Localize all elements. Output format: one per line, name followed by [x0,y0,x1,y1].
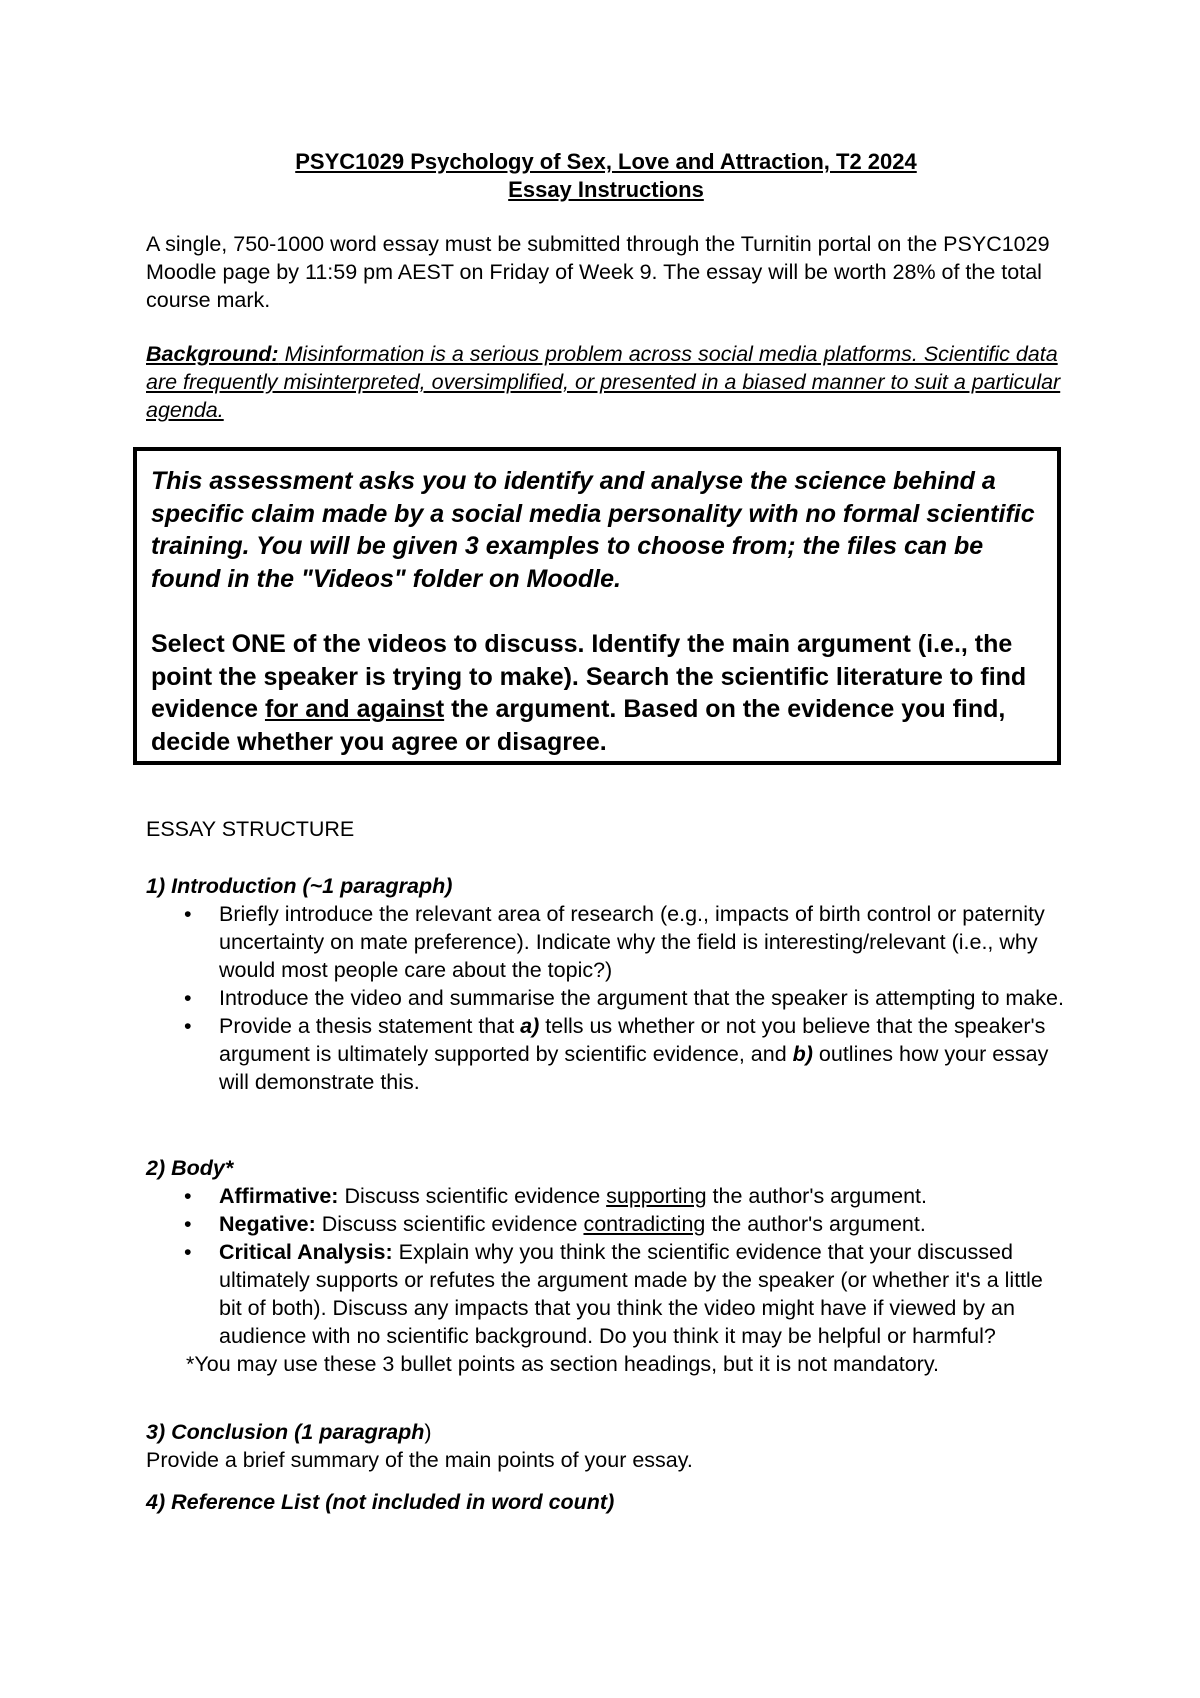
thesis-marker-b: b) [792,1042,813,1066]
list-item [146,1182,1066,1210]
list-item [146,1238,1066,1350]
list-item [146,1210,1066,1238]
bullet-icon: • [184,1212,192,1236]
conclusion-section [146,1418,1066,1474]
intro-paragraph: A single, 750-1000 word essay must be submitted through the Turnitin portal on the PSYC1029 Moodle page by 11:59 pm AEST on Friday of Week 9. The essay will be worth 28% of the total course mark. [146,232,1050,312]
assessment-p2-underlined: for and against [264,695,445,723]
background-text: Misinformation is a serious problem across social media platforms. Scientific data are frequently misinterpreted, oversimplified, or presented in a biased manner to suit a particular agenda. [146,342,1061,422]
bullet-icon: • [184,1014,192,1038]
assessment-box [133,447,1061,765]
document-subtitle: Essay Instructions [508,177,704,202]
body-heading: 2) Body* [146,1156,234,1180]
conclusion-heading-close: ) [424,1420,432,1444]
affirmative-underlined: supporting [606,1184,707,1208]
bullet-text: Introduce the video and summarise the argument that the speaker is attempting to make. [219,986,1064,1010]
thesis-text: outlines how your essay will demonstrate this. [219,1042,1049,1094]
body-bullets [146,1182,1066,1350]
bullet-icon: • [184,902,192,926]
list-item [146,900,1066,984]
body-note: *You may use these 3 bullet points as section headings, but it is not mandatory. [186,1352,939,1376]
assessment-paragraph-1: This assessment asks you to identify and analyse the science behind a specific claim made by a social media personality with no formal scientific training. You will be given 3 examples to choose from; the files can be found in the "Videos" folder on Moodle. [151,467,1035,593]
negative-text: Discuss scientific evidence [315,1212,584,1236]
affirmative-text: Discuss scientific evidence [338,1184,607,1208]
list-item [146,984,1066,1012]
affirmative-text: the author's argument. [706,1184,927,1208]
bullet-icon: • [184,1184,192,1208]
conclusion-heading: 3) Conclusion (1 paragraph [146,1420,425,1444]
essay-structure-heading: ESSAY STRUCTURE [146,817,355,841]
conclusion-text: Provide a brief summary of the main points of your essay. [146,1448,693,1472]
critical-label: Critical Analysis: [219,1240,393,1264]
assessment-paragraph-2 [151,628,1043,758]
critical-text: Explain why you think the scientific evidence that your discussed ultimately supports or refutes the argument made by the speaker (or whether it's a little bit of both). Discuss any impacts that you think the video might have if viewed by an audience with no scientific background. Do you think it may be helpful or harmful? [219,1240,1043,1348]
negative-text: the author's argument. [705,1212,926,1236]
assessment-p2-before: Select ONE of the videos to discuss. Identify the main argument (i.e., the point the speaker is trying to make). Search the scientific literature to find evidence [151,630,1027,723]
negative-label: Negative: [219,1212,316,1236]
title-block [146,148,1066,204]
thesis-marker-a: a) [520,1014,540,1038]
references-heading: 4) Reference List (not included in word count) [146,1490,615,1514]
conclusion-heading-line [146,1418,1066,1446]
bullet-icon: • [184,986,192,1010]
background-label: Background: [146,342,279,366]
bullet-icon: • [184,1240,192,1264]
body-section [146,1154,1066,1378]
references-section [146,1488,1066,1516]
assessment-p2-after: the argument. Based on the evidence you find, decide whether you agree or disagree. [151,695,1006,756]
bullet-text: Briefly introduce the relevant area of research (e.g., impacts of birth control or paternity uncertainty on mate preference). Indicate why the field is interesting/relevant (i.e., why would most people care about the topic?) [219,902,1045,982]
background-paragraph [146,340,1066,424]
introduction-section [146,872,1066,1096]
introduction-bullets [146,900,1066,1096]
affirmative-label: Affirmative: [219,1184,339,1208]
list-item [146,1012,1066,1096]
thesis-text: tells us whether or not you believe that the speaker's argument is ultimately supported by scientific evidence, and [219,1014,1046,1066]
thesis-text: Provide a thesis statement that [219,1014,521,1038]
document-title: PSYC1029 Psychology of Sex, Love and Attraction, T2 2024 [295,149,917,174]
introduction-heading: 1) Introduction (~1 paragraph) [146,874,453,898]
negative-underlined: contradicting [583,1212,706,1236]
